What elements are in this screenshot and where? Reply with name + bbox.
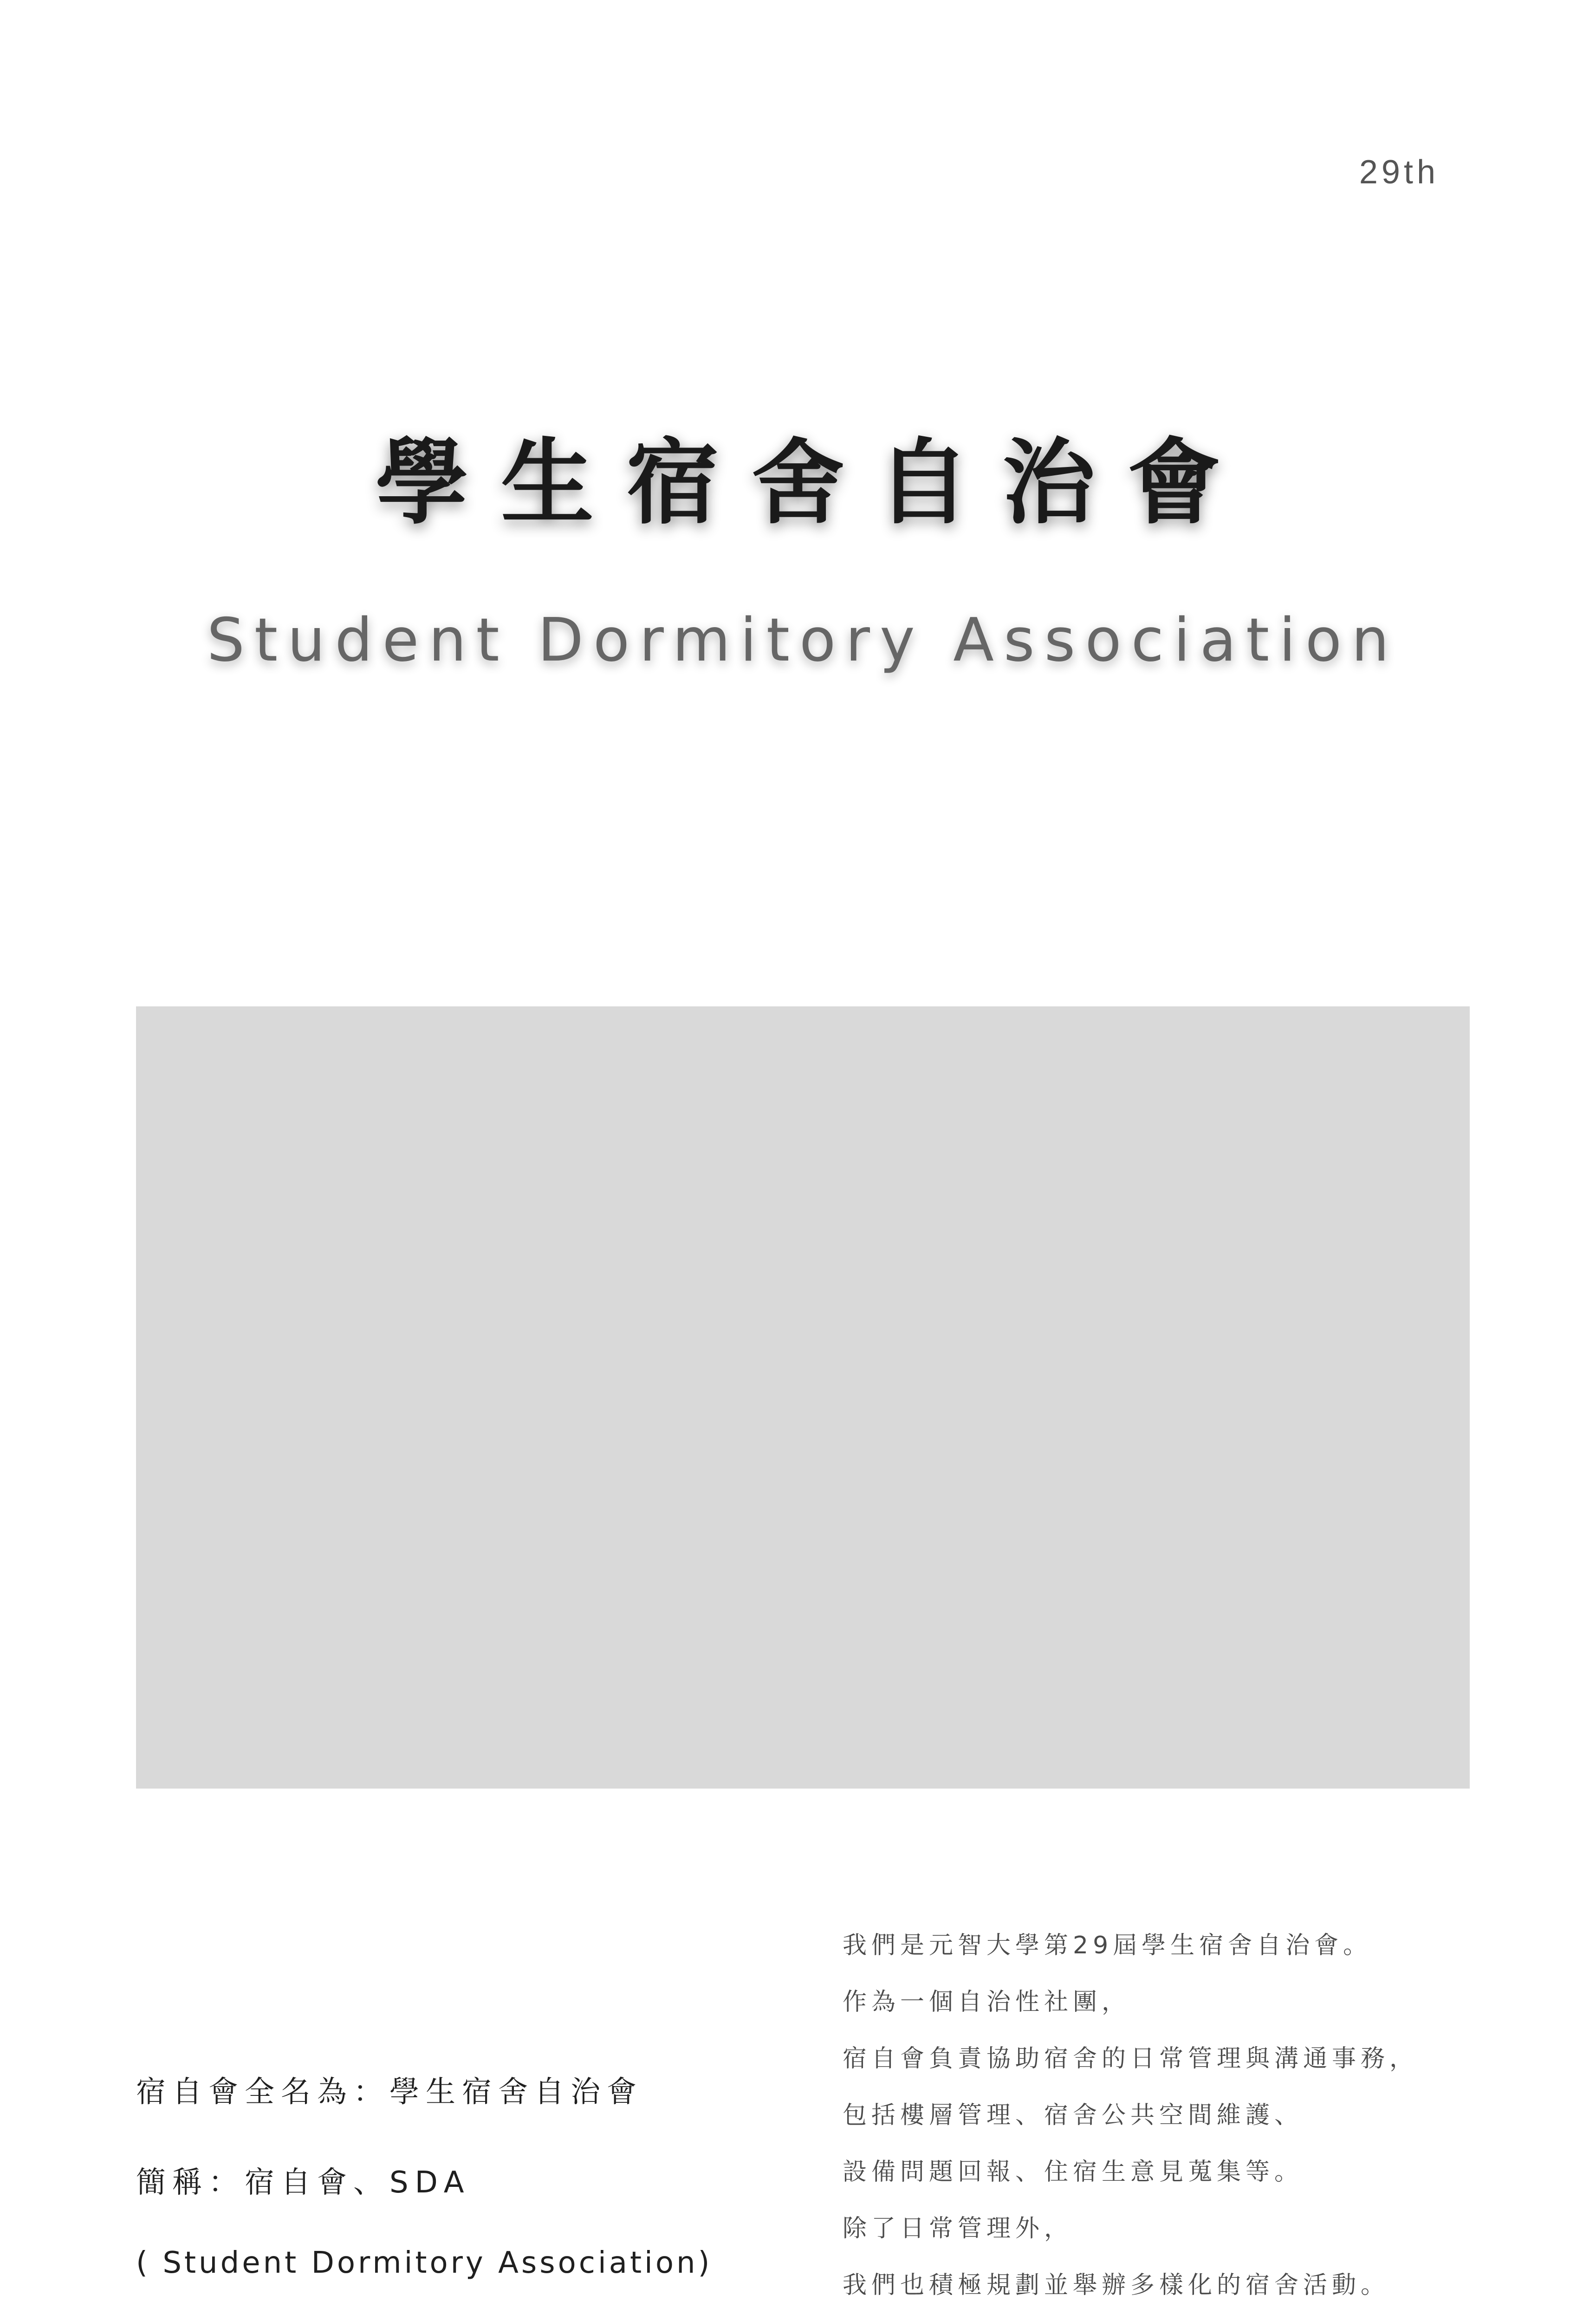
edition-label: 29th	[1359, 154, 1439, 191]
intro-line: 我們也積極規劃並舉辦多樣化的宿舍活動。	[843, 2271, 1390, 2299]
hero-image-placeholder	[136, 1006, 1470, 1789]
intro-line: 除了日常管理外，	[843, 2215, 1073, 2243]
intro-line: 宿自會負責協助宿舍的日常管理與溝通事務，	[843, 2045, 1419, 2073]
intro-line: 作為一個自治性社團，	[843, 1988, 1131, 2016]
short-name-text: 簡稱：宿自會、SDA	[136, 2165, 471, 2200]
intro-paragraph	[843, 1917, 1567, 2321]
page-title: 學生宿舍自治會	[375, 429, 1253, 537]
intro-line: 包括樓層管理、宿舍公共空間維護、	[843, 2101, 1304, 2129]
intro-line	[843, 2314, 1567, 2321]
intro-line: 設備問題回報、住宿生意見蒐集等。	[843, 2158, 1304, 2186]
english-name-text: ( Student Dormitory Association)	[136, 2246, 713, 2280]
page-subtitle: Student Dormitory Association	[207, 606, 1399, 675]
full-name-text: 宿自會全名為：學生宿舍自治會	[136, 2075, 643, 2109]
intro-line: 我們是元智大學第29屆學生宿舍自治會。	[843, 1932, 1372, 1959]
